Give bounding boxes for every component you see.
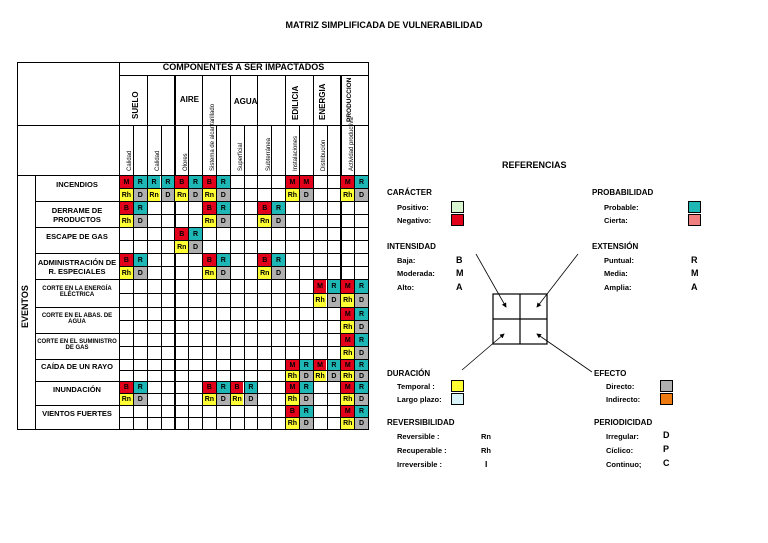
impact-cell: Rn (121, 396, 132, 403)
extension-label: EXTENSIÓN (592, 242, 639, 251)
group-agua: AGUA (233, 97, 258, 106)
impact-cell: R (134, 176, 147, 188)
impact-cell: R (245, 382, 258, 393)
impact-cell: Rh (314, 294, 327, 307)
impact-cell: Rh (341, 321, 354, 333)
intensidad-baja: Baja: (397, 256, 416, 265)
subcol-label: Olores (182, 153, 189, 171)
impact-cell: B (175, 228, 188, 240)
impact-cell: Rh (287, 420, 298, 427)
impact-cell: Rn (258, 215, 271, 227)
impact-cell: B (120, 254, 133, 266)
continuo-code: C (663, 458, 670, 468)
subcol-label: Calidad (154, 150, 161, 171)
reversible-code: Rn (481, 432, 491, 441)
impact-cell: R (217, 176, 230, 188)
extension-amplia: Amplia: (604, 283, 632, 292)
impact-cell: M (341, 334, 354, 346)
impact-cell: Rh (120, 215, 133, 227)
impact-cell: D (189, 189, 202, 201)
impact-cell: Rn (175, 189, 188, 201)
impact-cell: M (341, 382, 354, 393)
continuo-label: Continuo; (606, 460, 642, 469)
intensidad-code-b: B (456, 255, 463, 265)
impact-cell: M (341, 280, 354, 293)
impact-cell: R (355, 382, 368, 393)
event-label: CORTE EN EL ABAS. DE AGUA (41, 313, 113, 325)
event-label: DERRAME DE PRODUCTOS (51, 206, 103, 224)
impact-cell: Rn (203, 215, 216, 227)
efecto-label: EFECTO (594, 369, 627, 378)
event-label: VIENTOS FUERTES (42, 409, 112, 418)
subcol-label: Superficial (237, 142, 244, 171)
impact-cell: M (341, 308, 354, 320)
impact-cell: B (203, 382, 216, 393)
impact-cell: B (203, 254, 216, 266)
recuperable-code: Rh (481, 446, 491, 455)
group-produccion: PRODUCCION (345, 77, 353, 122)
extension-media: Media: (604, 269, 628, 278)
impact-cell: M (286, 176, 299, 188)
impact-cell: D (245, 394, 258, 405)
subcol-label: Actividad productiva (348, 117, 355, 171)
impact-cell: R (134, 382, 147, 393)
impact-cell: B (203, 202, 216, 214)
ciclico-code: P (663, 444, 670, 454)
impact-cell: B (258, 254, 271, 266)
extension-code-r: R (691, 255, 698, 265)
impact-cell: D (355, 371, 368, 381)
impact-cell: B (231, 382, 244, 393)
impact-cell: R (148, 176, 161, 188)
duracion-largo: Largo plazo: (397, 395, 442, 404)
group-suelo: SUELO (131, 91, 141, 119)
impact-cell: Rn (232, 396, 242, 403)
directo-swatch (660, 380, 673, 392)
event-label: CAÍDA DE UN RAYO (41, 362, 113, 371)
impact-cell: Rh (343, 372, 353, 380)
event-label: CORTE EN EL SUMINISTRO DE GAS (37, 339, 117, 351)
impact-cell: D (217, 189, 230, 201)
impact-cell: M (341, 176, 354, 188)
impact-cell: D (134, 394, 147, 405)
efecto-directo: Directo: (606, 382, 635, 391)
impact-cell: M (314, 360, 327, 370)
impact-cell: M (286, 382, 299, 393)
efecto-indirecto: Indirecto: (606, 395, 641, 404)
irreversible-label: Irreversible : (397, 460, 443, 469)
impact-cell: R (162, 176, 175, 188)
impact-cell: Rh (341, 294, 354, 307)
impact-cell: D (217, 215, 230, 227)
event-label: INCENDIOS (56, 180, 98, 189)
group-edilicia: EDILICIA (290, 85, 300, 120)
impact-cell: R (355, 406, 368, 417)
impact-cell: R (355, 176, 368, 188)
extension-code-m: M (691, 268, 699, 278)
impact-cell: R (272, 202, 285, 214)
indirecto-swatch (660, 393, 673, 405)
impact-cell: Rh (287, 372, 298, 380)
impact-cell: D (355, 347, 368, 359)
impact-cell: M (300, 176, 313, 188)
impact-cell: D (300, 418, 313, 429)
impact-cell: R (134, 202, 147, 214)
impact-cell: D (189, 241, 202, 253)
reversibilidad-label: REVERSIBILIDAD (387, 418, 455, 427)
impact-cell: Rn (203, 267, 216, 279)
impact-cell: M (120, 176, 133, 188)
impact-cell: Rh (286, 189, 299, 201)
impact-cell: D (355, 321, 368, 333)
caracter-negativo: Negativo: (397, 216, 432, 225)
impact-cell: R (134, 254, 147, 266)
impact-cell: D (355, 294, 368, 307)
reversible-label: Reversible : (397, 432, 440, 441)
extension-puntual: Puntual: (604, 256, 634, 265)
impact-cell: Rh (287, 396, 298, 403)
impact-cell: D (300, 371, 313, 381)
impact-cell: D (355, 189, 368, 201)
impact-cell: B (120, 202, 133, 214)
impact-cell: D (272, 215, 285, 227)
irreversible-code: I (485, 459, 488, 469)
impact-cell: D (134, 267, 147, 279)
impact-cell: Rn (258, 267, 271, 279)
impact-cell: B (175, 176, 188, 188)
group-aire: AIRE (179, 95, 199, 104)
impact-cell: R (300, 406, 313, 417)
impact-cell: Rh (343, 396, 353, 403)
caracter-label: CARÁCTER (387, 188, 432, 197)
duracion-temporal: Temporal : (397, 382, 435, 391)
impact-cell: Rh (341, 189, 354, 201)
subcol-label: Sistema de alcantarillado (210, 103, 217, 171)
extension-code-a: A (691, 282, 698, 292)
impact-cell: D (355, 418, 368, 429)
impact-cell: B (286, 406, 299, 417)
subcol-label: Calidad (127, 150, 134, 171)
impact-cell: R (355, 334, 368, 346)
impact-cell: B (258, 202, 271, 214)
impact-cell: D (217, 267, 230, 279)
impact-cell: Rn (204, 396, 215, 403)
intensidad-code-a: A (456, 282, 463, 292)
periodicidad-label: PERIODICIDAD (594, 418, 653, 427)
intensidad-code-m: M (456, 268, 464, 278)
temporal-swatch (451, 380, 464, 392)
probabilidad-label: PROBABILIDAD (592, 188, 654, 197)
references-title: REFERENCIAS (502, 160, 567, 170)
impact-cell: R (217, 202, 230, 214)
impact-cell: B (203, 176, 216, 188)
irregular-code: D (663, 430, 670, 440)
matrix-header: COMPONENTES A SER IMPACTADOS (162, 62, 325, 72)
impact-cell: Rh (315, 372, 325, 380)
impact-cell: D (134, 189, 147, 201)
event-label: CORTE EN LA ENERGÍA ELÉCTRICA (42, 286, 112, 298)
impact-cell: R (355, 308, 368, 320)
impact-cell: M (341, 360, 354, 370)
ciclico-label: Cíclico: (606, 446, 634, 455)
impact-cell: R (217, 254, 230, 266)
impact-cell: D (272, 267, 285, 279)
impact-cell: M (341, 406, 354, 417)
impact-cell: M (286, 360, 299, 370)
recuperable-label: Recuperable : (397, 446, 447, 455)
page-title: MATRIZ SIMPLIFICADA DE VULNERABILIDAD (285, 20, 483, 30)
impact-cell: R (217, 382, 230, 393)
impact-cell: R (355, 280, 368, 293)
irregular-label: Irregular: (606, 432, 639, 441)
caracter-positivo: Positivo: (397, 203, 429, 212)
impact-cell: D (217, 394, 230, 405)
impact-cell: Rn (148, 189, 161, 201)
impact-cell: Rh (341, 347, 354, 359)
impact-cell: D (355, 394, 368, 405)
impact-cell: M (314, 280, 327, 293)
impact-cell: R (328, 360, 341, 370)
event-label: INUNDACIÓN (53, 385, 101, 394)
probabilidad-probable: Probable: (604, 203, 639, 212)
impact-cell: D (162, 189, 175, 201)
impact-cell: R (189, 228, 202, 240)
event-label: ESCAPE DE GAS (46, 232, 108, 241)
events-label: EVENTOS (20, 285, 30, 328)
impact-cell: Rn (203, 189, 216, 201)
impact-cell: Rh (120, 189, 133, 201)
impact-cell: D (134, 215, 147, 227)
impact-cell: Rn (175, 241, 188, 253)
intensidad-label: INTENSIDAD (387, 242, 436, 251)
largo-plazo-swatch (451, 393, 464, 405)
subcol-label: Distribución (320, 139, 327, 171)
impact-cell: Rh (120, 267, 133, 279)
impact-cell: D (300, 189, 313, 201)
group-energia: ENERGIA (318, 83, 328, 120)
subcol-label: Subterránea (265, 137, 272, 171)
duracion-label: DURACIÓN (387, 369, 431, 378)
event-label: ADMINISTRACIÓN DE R. ESPECIALES (37, 258, 117, 276)
intensidad-alto: Alto: (397, 283, 415, 292)
impact-cell: R (328, 280, 341, 293)
probabilidad-cierta: Cierta: (604, 216, 628, 225)
impact-cell: D (300, 394, 313, 405)
impact-cell: B (120, 382, 133, 393)
impact-cell: Rh (343, 420, 353, 427)
impact-cell: R (355, 360, 368, 370)
impact-cell: D (328, 294, 341, 307)
impact-cell: R (189, 176, 202, 188)
impact-cell: D (328, 371, 341, 381)
impact-cell: R (272, 254, 285, 266)
intensidad-moderada: Moderada: (397, 269, 435, 278)
impact-cell: R (300, 382, 313, 393)
impact-cell: R (300, 360, 313, 370)
subcol-label: Instalaciones (293, 135, 300, 171)
